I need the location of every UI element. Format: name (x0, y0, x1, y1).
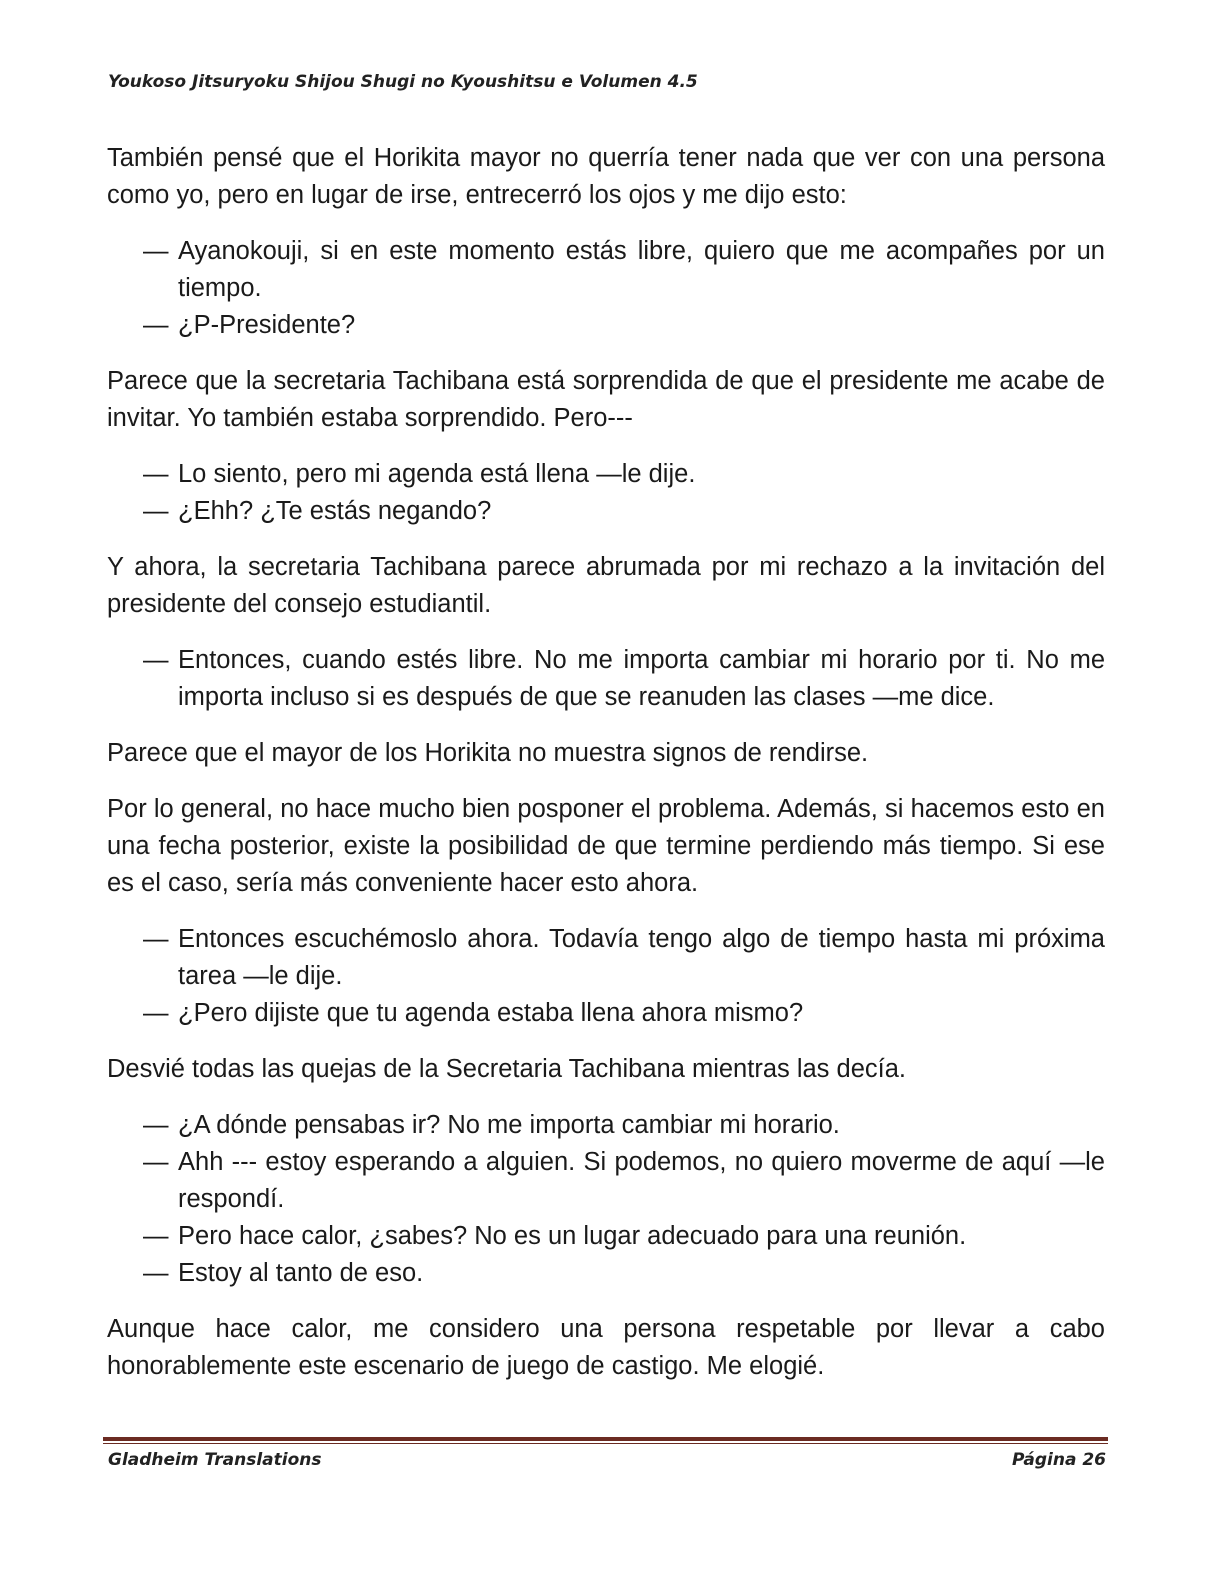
dialogue-dash: — (143, 646, 169, 674)
dialogue-dash: — (143, 237, 169, 265)
dialogue-line (107, 456, 1105, 493)
dialogue-dash: — (143, 1148, 169, 1176)
dialogue-line (107, 921, 1105, 995)
dialogue-text: Lo siento, pero mi agenda está llena —le dije. (178, 460, 696, 488)
dialogue-line (107, 995, 1105, 1032)
dialogue-line (107, 307, 1105, 344)
dialogue-text: Entonces escuchémoslo ahora. Todavía tengo algo de tiempo hasta mi próxima tarea —le dije. (178, 925, 1105, 990)
dialogue-line (107, 1107, 1105, 1144)
dialogue-dash: — (143, 1111, 169, 1139)
paragraph: Desvié todas las quejas de la Secretaria Tachibana mientras las decía. (107, 1055, 906, 1083)
dialogue-dash: — (143, 311, 169, 339)
paragraph: Y ahora, la secretaria Tachibana parece abrumada por mi rechazo a la invitación del presidente del consejo estudiantil. (107, 553, 1105, 618)
dialogue-block (107, 1107, 1105, 1292)
dialogue-block (107, 233, 1105, 344)
dialogue-text: Pero hace calor, ¿sabes? No es un lugar adecuado para una reunión. (178, 1222, 967, 1250)
dialogue-dash: — (143, 1259, 169, 1287)
dialogue-line (107, 233, 1105, 307)
dialogue-dash: — (143, 999, 169, 1027)
footer-divider (103, 1437, 1108, 1444)
paragraph: Por lo general, no hace mucho bien posponer el problema. Además, si hacemos esto en una fecha posterior, existe la posibilidad de que termine perdiendo más tiempo. Si ese es el caso, sería más conveniente hacer esto ahora. (107, 795, 1105, 897)
dialogue-text: ¿P-Presidente? (178, 311, 356, 339)
dialogue-line (107, 642, 1105, 716)
dialogue-block (107, 642, 1105, 716)
paragraph: Parece que la secretaria Tachibana está sorprendida de que el presidente me acabe de invitar. Yo también estaba sorprendido. Pero--- (107, 367, 1105, 432)
dialogue-line (107, 493, 1105, 530)
dialogue-text: Entonces, cuando estés libre. No me importa cambiar mi horario por ti. No me importa incluso si es después de que se reanuden las clases —me dice. (178, 646, 1105, 711)
page-body (107, 140, 1105, 1404)
dialogue-text: ¿Pero dijiste que tu agenda estaba llena ahora mismo? (178, 999, 804, 1027)
dialogue-dash: — (143, 497, 169, 525)
dialogue-line (107, 1144, 1105, 1218)
dialogue-text: Ayanokouji, si en este momento estás libre, quiero que me acompañes por un tiempo. (178, 237, 1105, 302)
dialogue-line (107, 1255, 1105, 1292)
dialogue-block (107, 921, 1105, 1032)
dialogue-dash: — (143, 460, 169, 488)
dialogue-text: Ahh --- estoy esperando a alguien. Si podemos, no quiero moverme de aquí —le respondí. (178, 1148, 1105, 1213)
dialogue-text: Estoy al tanto de eso. (178, 1259, 424, 1287)
footer-translator-credit: Gladheim Translations (108, 1450, 322, 1470)
dialogue-dash: — (143, 1222, 169, 1250)
dialogue-line (107, 1218, 1105, 1255)
paragraph: Parece que el mayor de los Horikita no muestra signos de rendirse. (107, 739, 869, 767)
page-header-title: Youkoso Jitsuryoku Shijou Shugi no Kyoushitsu e Volumen 4.5 (108, 72, 698, 92)
dialogue-text: ¿Ehh? ¿Te estás negando? (178, 497, 492, 525)
dialogue-text: ¿A dónde pensabas ir? No me importa cambiar mi horario. (178, 1111, 840, 1139)
dialogue-dash: — (143, 925, 169, 953)
paragraph: Aunque hace calor, me considero una persona respetable por llevar a cabo honorablemente este escenario de juego de castigo. Me elogié. (107, 1315, 1105, 1380)
paragraph: También pensé que el Horikita mayor no querría tener nada que ver con una persona como yo, pero en lugar de irse, entrecerró los ojos y me dijo esto: (107, 144, 1105, 209)
footer-page-number: Página 26 (1012, 1450, 1106, 1470)
dialogue-block (107, 456, 1105, 530)
